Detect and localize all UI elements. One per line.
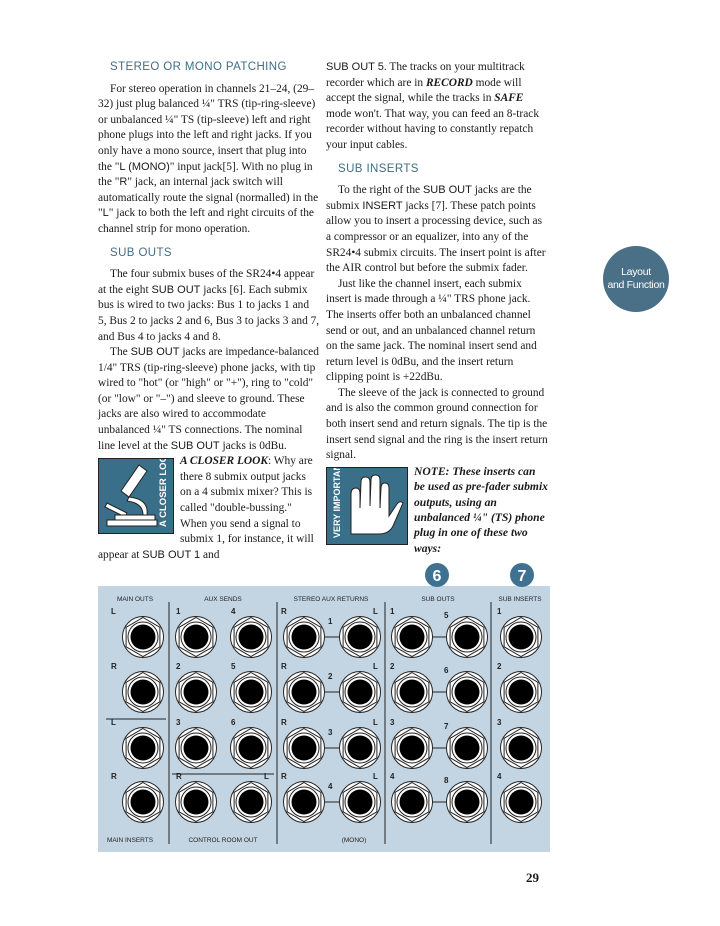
aux-send-label: 5 — [231, 662, 236, 671]
main-out-label: R — [111, 662, 117, 671]
main-out-jack-l[interactable] — [123, 617, 164, 658]
header-main-outs: MAIN OUTS — [116, 596, 154, 603]
sub-out-jack-7[interactable] — [447, 728, 488, 769]
closer-look-icon — [98, 458, 174, 534]
closer-look-icon-label: A CLOSER LOOK — [158, 459, 169, 528]
paragraph-continued — [326, 60, 548, 154]
sub-out-jack-3[interactable] — [392, 728, 433, 769]
aux-return-3-jack-r[interactable] — [284, 728, 325, 769]
closer-look-block — [98, 454, 320, 563]
text: To the right of the — [338, 184, 423, 197]
aux-send-jack-4[interactable] — [231, 617, 272, 658]
control-room-label: L — [264, 772, 269, 781]
main-out-label: L — [111, 607, 116, 616]
label-sub-out: SUB OUT — [151, 283, 201, 296]
text: The four submix buses of the SR24•4 appear at the eight — [98, 268, 315, 296]
section-heading-sub-inserts: SUB INSERTS — [338, 162, 419, 175]
paragraph-sub-outs-1 — [98, 267, 320, 345]
header-sub-inserts: SUB INSERTS — [498, 596, 542, 603]
aux-return-label: R — [281, 607, 287, 616]
text: : Why are there 8 submix output jacks on a 4 submix mixer? This is called "double-bussing." When you send a signal to submix 1, for instance, it will appear at — [98, 455, 314, 561]
header-stereo-aux-returns: STEREO AUX RETURNS — [293, 596, 369, 603]
sub-out-label: 7 — [444, 722, 449, 731]
text: For stereo operation in channels 21–24, (29–32) just plug balanced ¼" TRS (tip-ring-sleeve) or unbalanced ¼" TS (tip-sleeve) left and right phone plugs into the left and right jacks. If you only have a mono source, insert that plug into the " — [98, 82, 316, 173]
text: jacks is 0dBu. — [219, 439, 287, 452]
callout-6 — [425, 563, 449, 587]
label-sub-out: SUB OUT — [422, 184, 472, 197]
aux-send-label: 1 — [176, 607, 181, 616]
page-number: 29 — [526, 870, 539, 885]
aux-return-2-jack-l[interactable] — [340, 672, 381, 713]
paragraph-sub-inserts-1 — [326, 183, 548, 277]
right-column — [326, 60, 548, 556]
sub-out-jack-4[interactable] — [392, 782, 433, 823]
sub-insert-label: 4 — [497, 772, 502, 781]
sub-out-jack-2[interactable] — [392, 672, 433, 713]
control-room-jack-r[interactable] — [176, 782, 217, 823]
footer-control-room-out: CONTROL ROOM OUT — [188, 837, 258, 844]
aux-return-label: L — [373, 718, 378, 727]
aux-return-4-jack-l[interactable] — [340, 782, 381, 823]
aux-send-jack-6[interactable] — [231, 728, 272, 769]
aux-send-jack-1[interactable] — [176, 617, 217, 658]
sub-out-label: 1 — [390, 607, 395, 616]
label-sub-out: SUB OUT — [130, 346, 180, 359]
aux-return-number: 2 — [328, 672, 333, 681]
header-aux-sends: AUX SENDS — [204, 596, 242, 603]
text: jacks [6]. Each submix bus is wired to two jacks: Bus 1 to jacks 1 and 5, Bus 2 to jacks 2 and 6, Bus 3 to jacks 3 and 7, and Bus 4 to jacks 4 and 8. — [98, 283, 320, 343]
aux-send-label: 3 — [176, 718, 181, 727]
rear-panel-svg — [98, 562, 550, 852]
sub-insert-jack-4[interactable] — [501, 782, 542, 823]
text: jacks are impedance-balanced 1/4" TRS (tip-ring-sleeve) phone jacks, with tip wired to "hot" (or "high" or "+"), ring to "cold" (or "low" or "–") and sleeve to ground. These jacks are also wired to accommodate unbalanced ¼" TS connections. The nominal line level at the — [98, 346, 319, 452]
label-sub-out-1: SUB OUT 1 — [142, 548, 201, 561]
label-l-mono: L (MONO) — [119, 160, 170, 173]
paragraph-sub-outs-2 — [98, 345, 320, 454]
aux-return-label: R — [281, 662, 287, 671]
aux-send-label: 4 — [231, 607, 236, 616]
tab-line-2: and Function — [607, 279, 665, 291]
aux-send-label: 6 — [231, 718, 236, 727]
aux-return-number: 1 — [328, 617, 333, 626]
text: jacks [7]. These patch points allow you to insert a processing device, such as a compressor or an equalizer, into any of the SR24•4 submix circuits. The insert point is after the AIR control but before the submix fader. — [326, 199, 546, 275]
text: The — [110, 346, 131, 359]
sub-out-jack-1[interactable] — [392, 617, 433, 658]
safe-mode: SAFE — [494, 92, 524, 105]
text: jacks are the submix — [326, 184, 532, 212]
aux-send-jack-5[interactable] — [231, 672, 272, 713]
text: mode won't. That way, you can feed an 8-track recorder without having to constantly repatch your input cables. — [326, 107, 540, 151]
sub-out-jack-5[interactable] — [447, 617, 488, 658]
very-important-icon-label: VERY IMPORTANT — [332, 467, 342, 538]
sub-out-jack-6[interactable] — [447, 672, 488, 713]
aux-return-label: R — [281, 772, 287, 781]
footer-mono: (MONO) — [341, 837, 367, 844]
hand-icon — [327, 468, 407, 544]
sub-out-label: 4 — [390, 772, 395, 781]
aux-return-number: 4 — [328, 782, 333, 791]
label-r: R — [119, 176, 128, 189]
sub-out-label: 5 — [444, 611, 449, 620]
callout-7-label: 7 — [517, 568, 527, 585]
sub-insert-jack-3[interactable] — [501, 728, 542, 769]
text: . The tracks on your multitrack recorder which are in — [326, 61, 525, 89]
main-insert-jack-l[interactable] — [123, 728, 164, 769]
aux-return-1-jack-r[interactable] — [284, 617, 325, 658]
sub-out-jack-8[interactable] — [447, 782, 488, 823]
sub-insert-jack-1[interactable] — [501, 617, 542, 658]
paragraph-sub-inserts-3: The sleeve of the jack is connected to ground and is also the common ground connection for both insert send and return signals. The tip is the insert send signal and the ring is the insert return signal. — [326, 386, 548, 462]
aux-return-label: L — [373, 662, 378, 671]
sub-insert-label: 1 — [497, 607, 502, 616]
closer-look-lead: A CLOSER LOOK — [180, 455, 268, 468]
callout-7 — [510, 563, 534, 587]
sub-insert-label: 2 — [497, 662, 502, 671]
record-mode: RECORD — [425, 76, 473, 89]
footer-main-inserts: MAIN INSERTS — [106, 837, 154, 844]
aux-return-label: L — [373, 772, 378, 781]
aux-return-number: 3 — [328, 728, 333, 737]
text: mode will accept the signal, while the tracks in — [326, 76, 522, 105]
aux-return-2-jack-r[interactable] — [284, 672, 325, 713]
microscope-icon — [99, 459, 173, 533]
sub-insert-label: 3 — [497, 718, 502, 727]
note-text: NOTE: These inserts can be used as pre-fader submix outputs, using an unbalanced ¼" (TS) phone plug in one of these two ways: — [414, 464, 548, 555]
paragraph-stereo-mono — [98, 82, 320, 238]
header-sub-outs: SUB OUTS — [421, 596, 455, 603]
main-out-jack-r[interactable] — [123, 672, 164, 713]
label-sub-out-5: SUB OUT 5 — [326, 61, 384, 73]
control-room-jack-l[interactable] — [231, 782, 272, 823]
section-heading-stereo-mono: STEREO OR MONO PATCHING — [110, 61, 287, 73]
sub-out-label: 6 — [444, 666, 449, 675]
important-block — [326, 464, 548, 556]
aux-return-4-jack-r[interactable] — [284, 782, 325, 823]
text: and — [200, 548, 220, 561]
label-sub-out: SUB OUT — [170, 439, 220, 452]
main-insert-label: R — [111, 772, 117, 781]
rear-panel-diagram — [98, 562, 550, 852]
main-insert-jack-r[interactable] — [123, 782, 164, 823]
sub-insert-jack-2[interactable] — [501, 672, 542, 713]
very-important-icon — [326, 467, 408, 545]
aux-return-label: R — [281, 718, 287, 727]
aux-return-3-jack-l[interactable] — [340, 728, 381, 769]
tab-line-1: Layout — [621, 266, 651, 278]
section-tab-badge — [603, 246, 669, 312]
label-l: L — [102, 207, 109, 220]
label-insert: INSERT — [362, 199, 403, 212]
text: " jack, an internal jack switch will automatically route the signal (normalled) in the " — [98, 176, 319, 220]
text: " input jack[5]. With no plug in the " — [98, 160, 313, 189]
text: " jack to both the left and right circuits of the channel strip for mono operation. — [98, 207, 314, 235]
main-insert-label: L — [111, 718, 116, 727]
aux-send-jack-2[interactable] — [176, 672, 217, 713]
callout-6-label: 6 — [432, 568, 442, 585]
sub-out-label: 8 — [444, 776, 449, 785]
aux-send-label: 2 — [176, 662, 181, 671]
aux-return-label: L — [373, 607, 378, 616]
sub-out-label: 2 — [390, 662, 395, 671]
control-room-label: R — [176, 772, 182, 781]
aux-send-jack-3[interactable] — [176, 728, 217, 769]
sub-out-label: 3 — [390, 718, 395, 727]
left-column — [98, 60, 320, 563]
aux-return-1-jack-l[interactable] — [340, 617, 381, 658]
paragraph-sub-inserts-2: Just like the channel insert, each submix insert is made through a ¼" TRS phone jack. The inserts offer both an unbalanced channel send or out, and an unbalanced channel return on the same jack. The nominal insert send and return level is 0dBu, and the insert return clipping point is +22dBu. — [326, 277, 537, 384]
section-heading-sub-outs: SUB OUTS — [110, 246, 172, 259]
